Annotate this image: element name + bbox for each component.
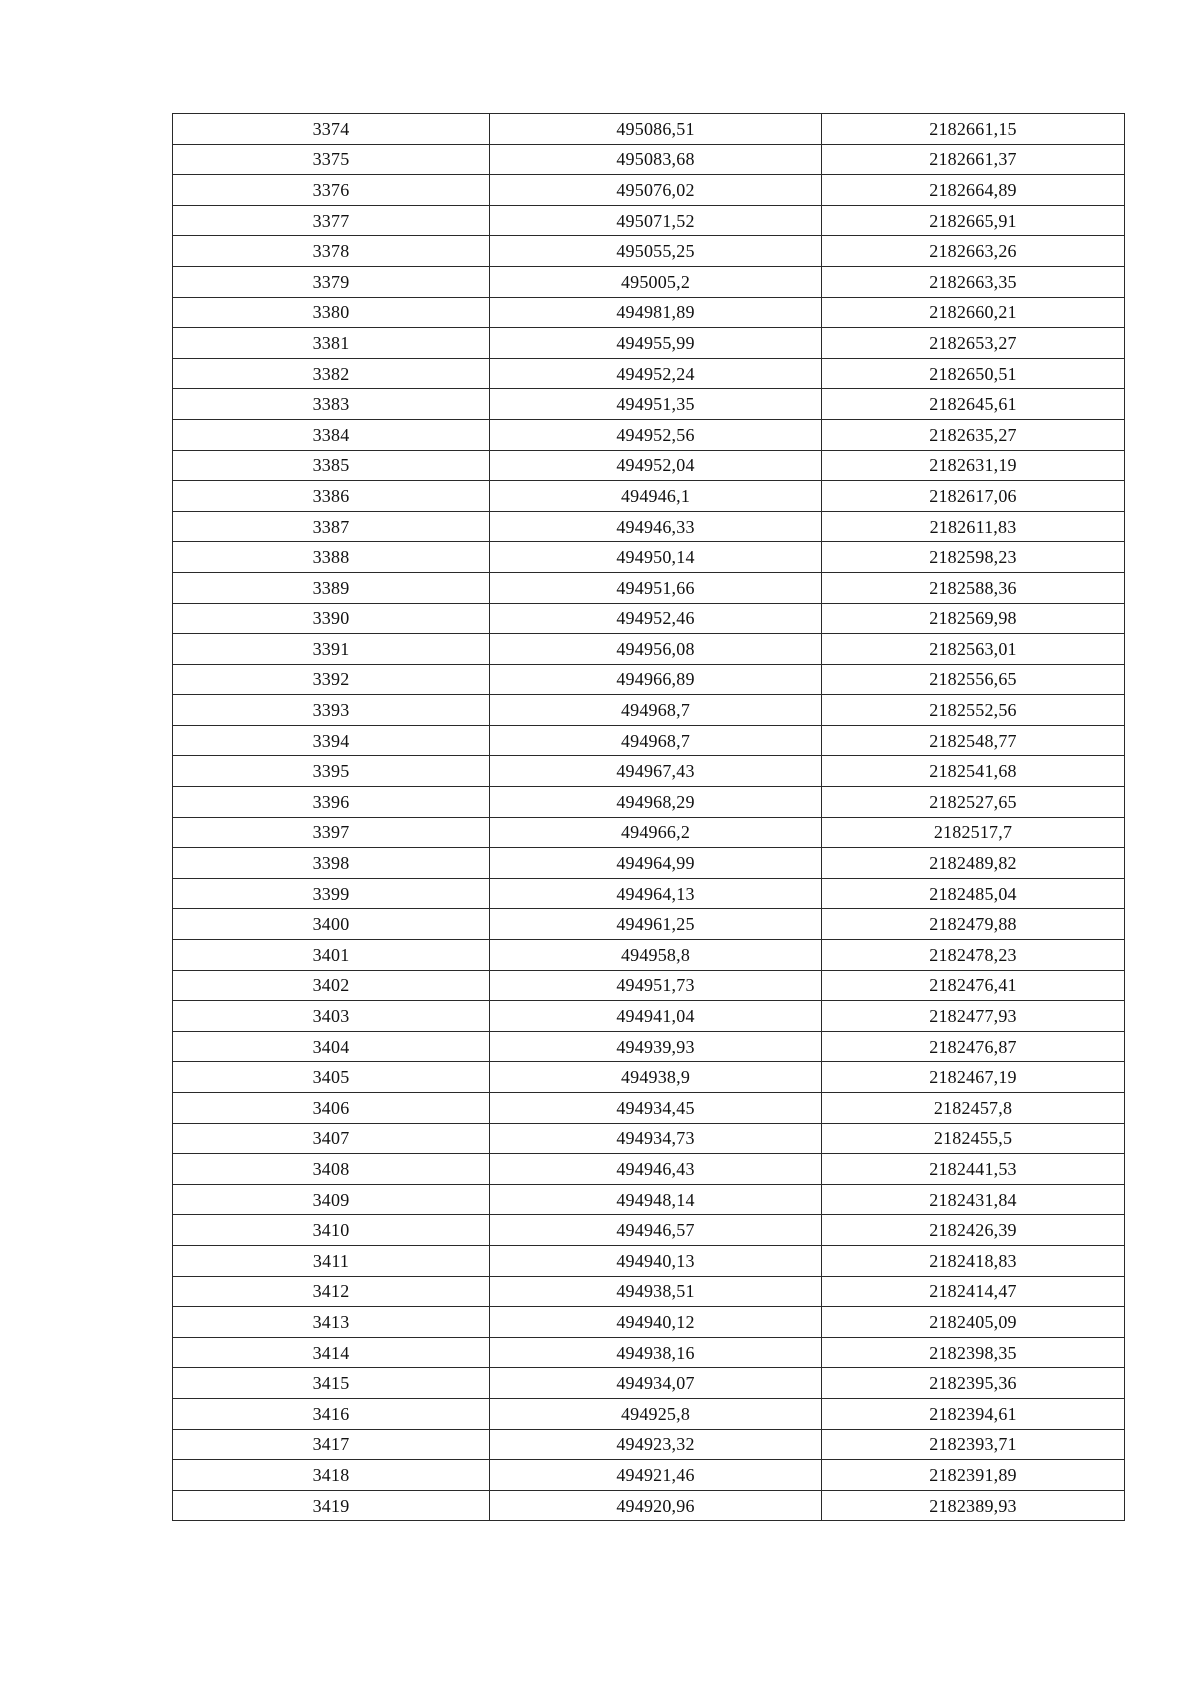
x-coordinate-cell: 494952,04 [490,450,822,481]
table-row [173,970,1125,1001]
x-coordinate-cell: 494946,43 [490,1154,822,1185]
x-coordinate-cell: 495076,02 [490,175,822,206]
y-coordinate-cell: 2182476,87 [822,1031,1125,1062]
y-coordinate-cell: 2182663,26 [822,236,1125,267]
table-row [173,1245,1125,1276]
table-row [173,756,1125,787]
table-row [173,481,1125,512]
y-coordinate-cell: 2182653,27 [822,328,1125,359]
point-number-cell: 3393 [173,695,490,726]
point-number-cell: 3378 [173,236,490,267]
y-coordinate-cell: 2182548,77 [822,725,1125,756]
point-number-cell: 3415 [173,1368,490,1399]
table-row [173,236,1125,267]
x-coordinate-cell: 494946,1 [490,481,822,512]
table-row [173,175,1125,206]
y-coordinate-cell: 2182418,83 [822,1245,1125,1276]
point-number-cell: 3386 [173,481,490,512]
point-number-cell: 3392 [173,664,490,695]
table-row [173,725,1125,756]
x-coordinate-cell: 494955,99 [490,328,822,359]
table-row [173,297,1125,328]
point-number-cell: 3418 [173,1460,490,1491]
coordinates-table-body [173,114,1125,1521]
x-coordinate-cell: 494951,35 [490,389,822,420]
x-coordinate-cell: 494981,89 [490,297,822,328]
point-number-cell: 3412 [173,1276,490,1307]
x-coordinate-cell: 494948,14 [490,1184,822,1215]
point-number-cell: 3403 [173,1001,490,1032]
x-coordinate-cell: 494940,12 [490,1307,822,1338]
table-row [173,1093,1125,1124]
y-coordinate-cell: 2182661,37 [822,144,1125,175]
x-coordinate-cell: 494952,24 [490,358,822,389]
y-coordinate-cell: 2182663,35 [822,266,1125,297]
x-coordinate-cell: 494938,51 [490,1276,822,1307]
y-coordinate-cell: 2182527,65 [822,787,1125,818]
table-row [173,114,1125,145]
y-coordinate-cell: 2182598,23 [822,542,1125,573]
y-coordinate-cell: 2182455,5 [822,1123,1125,1154]
x-coordinate-cell: 494964,99 [490,848,822,879]
y-coordinate-cell: 2182569,98 [822,603,1125,634]
x-coordinate-cell: 494925,8 [490,1398,822,1429]
point-number-cell: 3409 [173,1184,490,1215]
x-coordinate-cell: 494964,13 [490,878,822,909]
y-coordinate-cell: 2182645,61 [822,389,1125,420]
table-row [173,1368,1125,1399]
point-number-cell: 3408 [173,1154,490,1185]
table-row [173,1490,1125,1521]
point-number-cell: 3380 [173,297,490,328]
table-row [173,205,1125,236]
y-coordinate-cell: 2182395,36 [822,1368,1125,1399]
point-number-cell: 3400 [173,909,490,940]
x-coordinate-cell: 494934,07 [490,1368,822,1399]
point-number-cell: 3416 [173,1398,490,1429]
point-number-cell: 3395 [173,756,490,787]
y-coordinate-cell: 2182664,89 [822,175,1125,206]
point-number-cell: 3379 [173,266,490,297]
table-row [173,1429,1125,1460]
y-coordinate-cell: 2182541,68 [822,756,1125,787]
x-coordinate-cell: 494958,8 [490,940,822,971]
x-coordinate-cell: 494966,89 [490,664,822,695]
table-row [173,328,1125,359]
point-number-cell: 3377 [173,205,490,236]
x-coordinate-cell: 494938,9 [490,1062,822,1093]
x-coordinate-cell: 494921,46 [490,1460,822,1491]
y-coordinate-cell: 2182517,7 [822,817,1125,848]
y-coordinate-cell: 2182405,09 [822,1307,1125,1338]
y-coordinate-cell: 2182431,84 [822,1184,1125,1215]
table-row [173,695,1125,726]
y-coordinate-cell: 2182489,82 [822,848,1125,879]
x-coordinate-cell: 494934,73 [490,1123,822,1154]
y-coordinate-cell: 2182477,93 [822,1001,1125,1032]
y-coordinate-cell: 2182398,35 [822,1337,1125,1368]
x-coordinate-cell: 495071,52 [490,205,822,236]
y-coordinate-cell: 2182478,23 [822,940,1125,971]
y-coordinate-cell: 2182441,53 [822,1154,1125,1185]
point-number-cell: 3406 [173,1093,490,1124]
y-coordinate-cell: 2182426,39 [822,1215,1125,1246]
table-row [173,1337,1125,1368]
y-coordinate-cell: 2182617,06 [822,481,1125,512]
table-row [173,1154,1125,1185]
y-coordinate-cell: 2182479,88 [822,909,1125,940]
x-coordinate-cell: 494967,43 [490,756,822,787]
table-row [173,940,1125,971]
y-coordinate-cell: 2182563,01 [822,634,1125,665]
x-coordinate-cell: 494968,7 [490,695,822,726]
point-number-cell: 3411 [173,1245,490,1276]
table-row [173,511,1125,542]
y-coordinate-cell: 2182393,71 [822,1429,1125,1460]
y-coordinate-cell: 2182457,8 [822,1093,1125,1124]
x-coordinate-cell: 494952,56 [490,419,822,450]
y-coordinate-cell: 2182635,27 [822,419,1125,450]
table-row [173,878,1125,909]
table-row [173,1001,1125,1032]
point-number-cell: 3391 [173,634,490,665]
point-number-cell: 3407 [173,1123,490,1154]
point-number-cell: 3419 [173,1490,490,1521]
table-row [173,450,1125,481]
x-coordinate-cell: 495086,51 [490,114,822,145]
table-row [173,1398,1125,1429]
y-coordinate-cell: 2182391,89 [822,1460,1125,1491]
table-row [173,1215,1125,1246]
x-coordinate-cell: 494946,33 [490,511,822,542]
table-row [173,144,1125,175]
x-coordinate-cell: 494941,04 [490,1001,822,1032]
table-row [173,1031,1125,1062]
x-coordinate-cell: 494950,14 [490,542,822,573]
point-number-cell: 3417 [173,1429,490,1460]
y-coordinate-cell: 2182611,83 [822,511,1125,542]
table-row [173,572,1125,603]
x-coordinate-cell: 494956,08 [490,634,822,665]
table-row [173,634,1125,665]
table-row [173,1123,1125,1154]
point-number-cell: 3394 [173,725,490,756]
table-row [173,1460,1125,1491]
point-number-cell: 3385 [173,450,490,481]
point-number-cell: 3387 [173,511,490,542]
table-row [173,1276,1125,1307]
table-row [173,542,1125,573]
y-coordinate-cell: 2182389,93 [822,1490,1125,1521]
x-coordinate-cell: 494966,2 [490,817,822,848]
point-number-cell: 3404 [173,1031,490,1062]
point-number-cell: 3374 [173,114,490,145]
table-row [173,266,1125,297]
x-coordinate-cell: 494961,25 [490,909,822,940]
point-number-cell: 3388 [173,542,490,573]
x-coordinate-cell: 495005,2 [490,266,822,297]
point-number-cell: 3396 [173,787,490,818]
point-number-cell: 3413 [173,1307,490,1338]
table-row [173,389,1125,420]
table-row [173,419,1125,450]
y-coordinate-cell: 2182588,36 [822,572,1125,603]
x-coordinate-cell: 494951,73 [490,970,822,1001]
point-number-cell: 3381 [173,328,490,359]
x-coordinate-cell: 494934,45 [490,1093,822,1124]
x-coordinate-cell: 495083,68 [490,144,822,175]
x-coordinate-cell: 494923,32 [490,1429,822,1460]
point-number-cell: 3397 [173,817,490,848]
y-coordinate-cell: 2182476,41 [822,970,1125,1001]
table-row [173,1184,1125,1215]
point-number-cell: 3384 [173,419,490,450]
y-coordinate-cell: 2182661,15 [822,114,1125,145]
point-number-cell: 3410 [173,1215,490,1246]
y-coordinate-cell: 2182660,21 [822,297,1125,328]
y-coordinate-cell: 2182414,47 [822,1276,1125,1307]
table-row [173,817,1125,848]
table-row [173,848,1125,879]
point-number-cell: 3390 [173,603,490,634]
point-number-cell: 3405 [173,1062,490,1093]
point-number-cell: 3383 [173,389,490,420]
x-coordinate-cell: 494946,57 [490,1215,822,1246]
x-coordinate-cell: 494951,66 [490,572,822,603]
point-number-cell: 3376 [173,175,490,206]
point-number-cell: 3399 [173,878,490,909]
y-coordinate-cell: 2182650,51 [822,358,1125,389]
table-row [173,664,1125,695]
table-row [173,909,1125,940]
y-coordinate-cell: 2182556,65 [822,664,1125,695]
table-row [173,1062,1125,1093]
point-number-cell: 3389 [173,572,490,603]
point-number-cell: 3382 [173,358,490,389]
x-coordinate-cell: 494940,13 [490,1245,822,1276]
table-row [173,1307,1125,1338]
y-coordinate-cell: 2182552,56 [822,695,1125,726]
x-coordinate-cell: 494920,96 [490,1490,822,1521]
point-number-cell: 3402 [173,970,490,1001]
x-coordinate-cell: 494938,16 [490,1337,822,1368]
table-row [173,603,1125,634]
coordinates-table [172,113,1125,1521]
y-coordinate-cell: 2182467,19 [822,1062,1125,1093]
x-coordinate-cell: 495055,25 [490,236,822,267]
point-number-cell: 3375 [173,144,490,175]
point-number-cell: 3401 [173,940,490,971]
y-coordinate-cell: 2182394,61 [822,1398,1125,1429]
y-coordinate-cell: 2182485,04 [822,878,1125,909]
x-coordinate-cell: 494968,29 [490,787,822,818]
y-coordinate-cell: 2182665,91 [822,205,1125,236]
x-coordinate-cell: 494952,46 [490,603,822,634]
table-row [173,358,1125,389]
table-row [173,787,1125,818]
point-number-cell: 3414 [173,1337,490,1368]
point-number-cell: 3398 [173,848,490,879]
y-coordinate-cell: 2182631,19 [822,450,1125,481]
x-coordinate-cell: 494968,7 [490,725,822,756]
x-coordinate-cell: 494939,93 [490,1031,822,1062]
